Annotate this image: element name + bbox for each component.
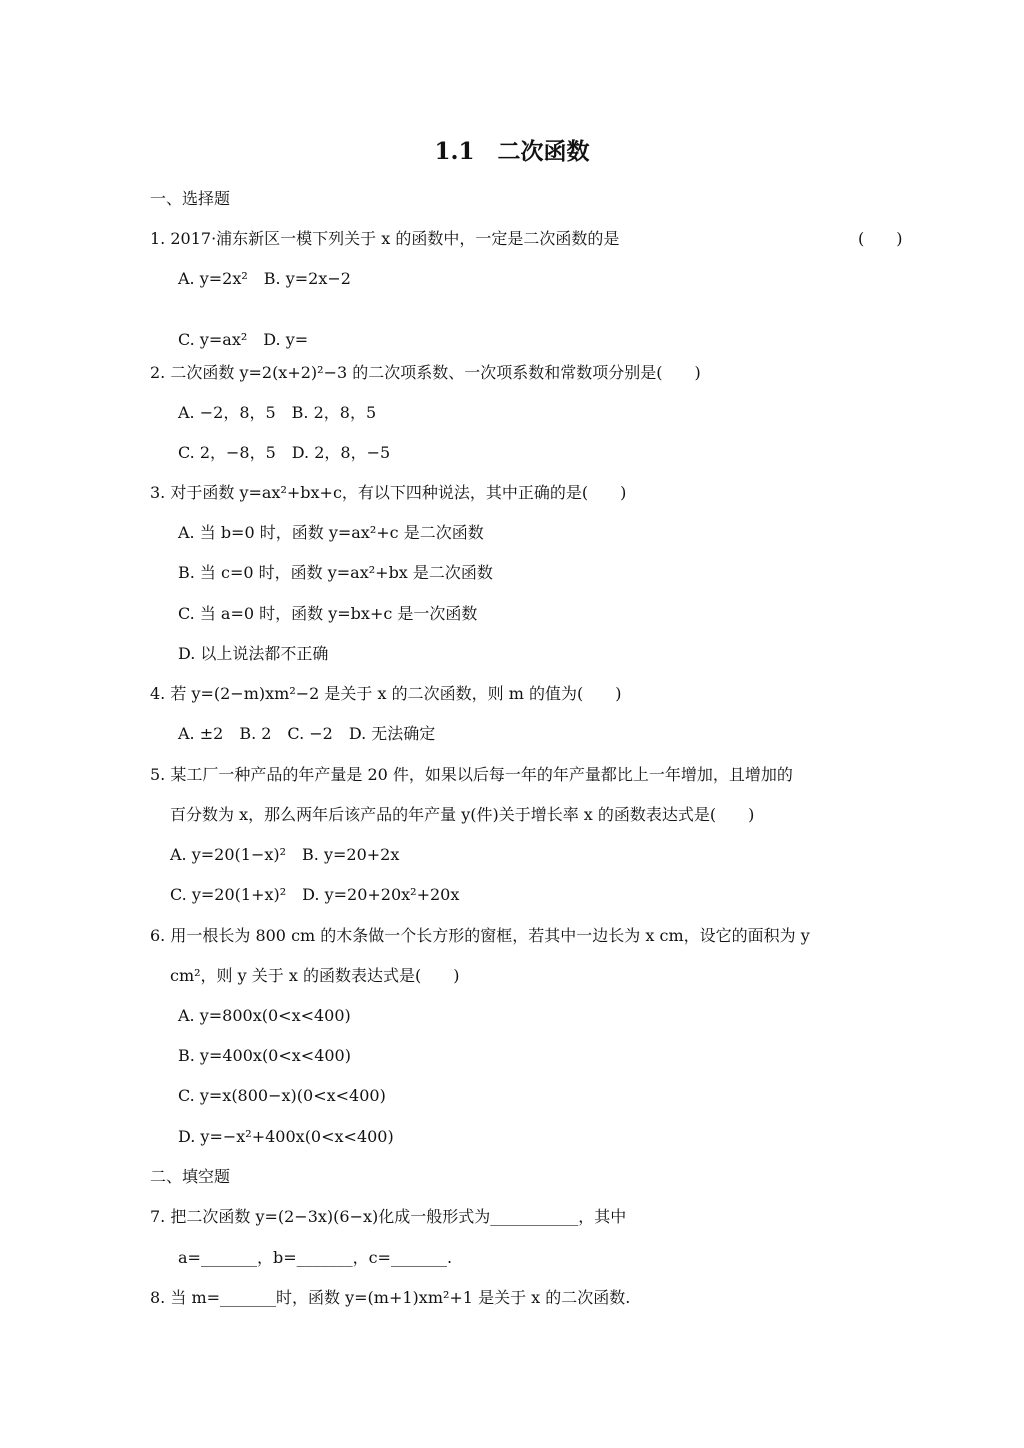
question-5-options-cd: C. y=20(1+x)² D. y=20+20x²+20x	[170, 885, 460, 904]
question-3-option-d: D. 以上说法都不正确	[178, 644, 329, 663]
question-1-answer-paren: ( )	[858, 229, 903, 248]
question-6-stem-line-2: cm²，则 y 关于 x 的函数表达式是( )	[170, 966, 460, 985]
section-heading-choice: 一、选择题	[150, 189, 231, 208]
question-8-stem: 8. 当 m=_______时，函数 y=(m+1)xm²+1 是关于 x 的二次函数.	[150, 1288, 631, 1307]
question-5-stem-line-1: 5. 某工厂一种产品的年产量是 20 件，如果以后每一年的年产量都比上一年增加，且增加的	[150, 765, 793, 784]
question-3-option-a: A. 当 b=0 时，函数 y=ax²+c 是二次函数	[178, 523, 484, 542]
question-3-stem: 3. 对于函数 y=ax²+bx+c，有以下四种说法，其中正确的是( )	[150, 483, 627, 502]
question-2-options-cd: C. 2，−8，5 D. 2，8，−5	[178, 443, 391, 462]
section-heading-fill-in: 二、填空题	[150, 1167, 231, 1186]
question-5-options-ab: A. y=20(1−x)² B. y=20+2x	[170, 845, 400, 864]
question-1-stem: 1. 2017·浦东新区一模下列关于 x 的函数中，一定是二次函数的是	[150, 229, 620, 248]
page-title: 1.1 二次函数	[434, 138, 590, 165]
question-2-options-ab: A. −2，8，5 B. 2，8，5	[178, 403, 377, 422]
question-6-stem-line-1: 6. 用一根长为 800 cm 的木条做一个长方形的窗框，若其中一边长为 x cm，设它的面积为 y	[150, 926, 810, 945]
question-3-option-b: B. 当 c=0 时，函数 y=ax²+bx 是二次函数	[178, 563, 493, 582]
question-6-option-a: A. y=800x(0<x<400)	[178, 1006, 351, 1025]
question-6-option-c: C. y=x(800−x)(0<x<400)	[178, 1086, 386, 1105]
question-5-stem-line-2: 百分数为 x，那么两年后该产品的年产量 y(件)关于增长率 x 的函数表达式是( )	[170, 805, 755, 824]
question-7-blanks: a=_______，b=_______，c=_______.	[178, 1248, 453, 1267]
question-3-option-c: C. 当 a=0 时，函数 y=bx+c 是一次函数	[178, 604, 478, 623]
question-1-options-cd: C. y=ax² D. y=	[178, 330, 309, 349]
question-4-options: A. ±2 B. 2 C. −2 D. 无法确定	[178, 724, 436, 743]
question-4-stem: 4. 若 y=(2−m)xm²−2 是关于 x 的二次函数，则 m 的值为( )	[150, 684, 622, 703]
question-1-options-ab: A. y=2x² B. y=2x−2	[178, 269, 351, 288]
question-6-option-d: D. y=−x²+400x(0<x<400)	[178, 1127, 394, 1146]
question-6-option-b: B. y=400x(0<x<400)	[178, 1046, 351, 1065]
question-7-stem: 7. 把二次函数 y=(2−3x)(6−x)化成一般形式为___________，其中	[150, 1207, 627, 1226]
question-2-stem: 2. 二次函数 y=2(x+2)²−3 的二次项系数、一次项系数和常数项分别是( )	[150, 363, 701, 382]
